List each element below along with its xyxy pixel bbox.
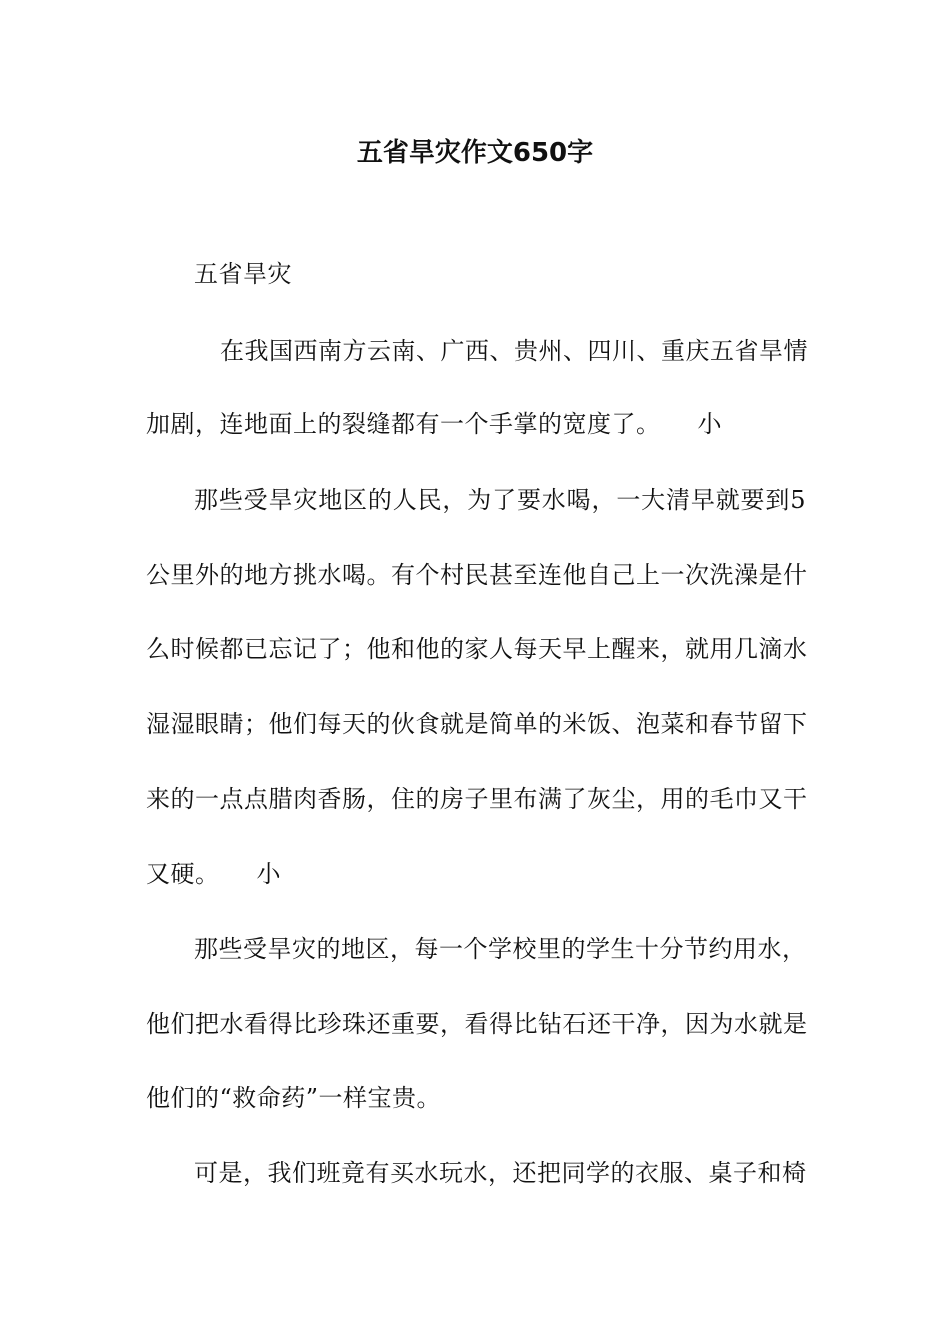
paragraph-line: 加剧，连地面上的裂缝都有一个手掌的宽度了。 小 (146, 410, 722, 438)
paragraph-line: 湿湿眼睛；他们每天的伙食就是简单的米饭、泡菜和春节留下 (146, 710, 808, 738)
paragraph-line: 那些受旱灾的地区，每一个学校里的学生十分节约用水， (194, 935, 807, 963)
paragraph-line: 来的一点点腊肉香肠，住的房子里布满了灰尘，用的毛巾又干 (146, 785, 808, 813)
paragraph-line: 那些受旱灾地区的人民，为了要水喝，一大清早就要到5 (194, 486, 806, 514)
paragraph-line: 在我国西南方云南、广西、贵州、四川、重庆五省旱情 (220, 337, 808, 365)
paragraph-line: 他们的“救命药”一样宝贵。 (146, 1084, 442, 1112)
paragraph-line: 又硬。 小 (146, 860, 281, 888)
paragraph-line: 公里外的地方挑水喝。有个村民甚至连他自己上一次洗澡是什 (146, 561, 808, 589)
paragraph-line: 他们把水看得比珍珠还重要，看得比钻石还干净，因为水就是 (146, 1010, 808, 1038)
paragraph-line: 五省旱灾 (194, 260, 292, 288)
document-title: 五省旱灾作文650字 (356, 138, 594, 168)
paragraph-line: 可是，我们班竟有买水玩水，还把同学的衣服、桌子和椅 (194, 1159, 807, 1187)
paragraph-line: 么时候都已忘记了；他和他的家人每天早上醒来，就用几滴水 (146, 635, 808, 663)
